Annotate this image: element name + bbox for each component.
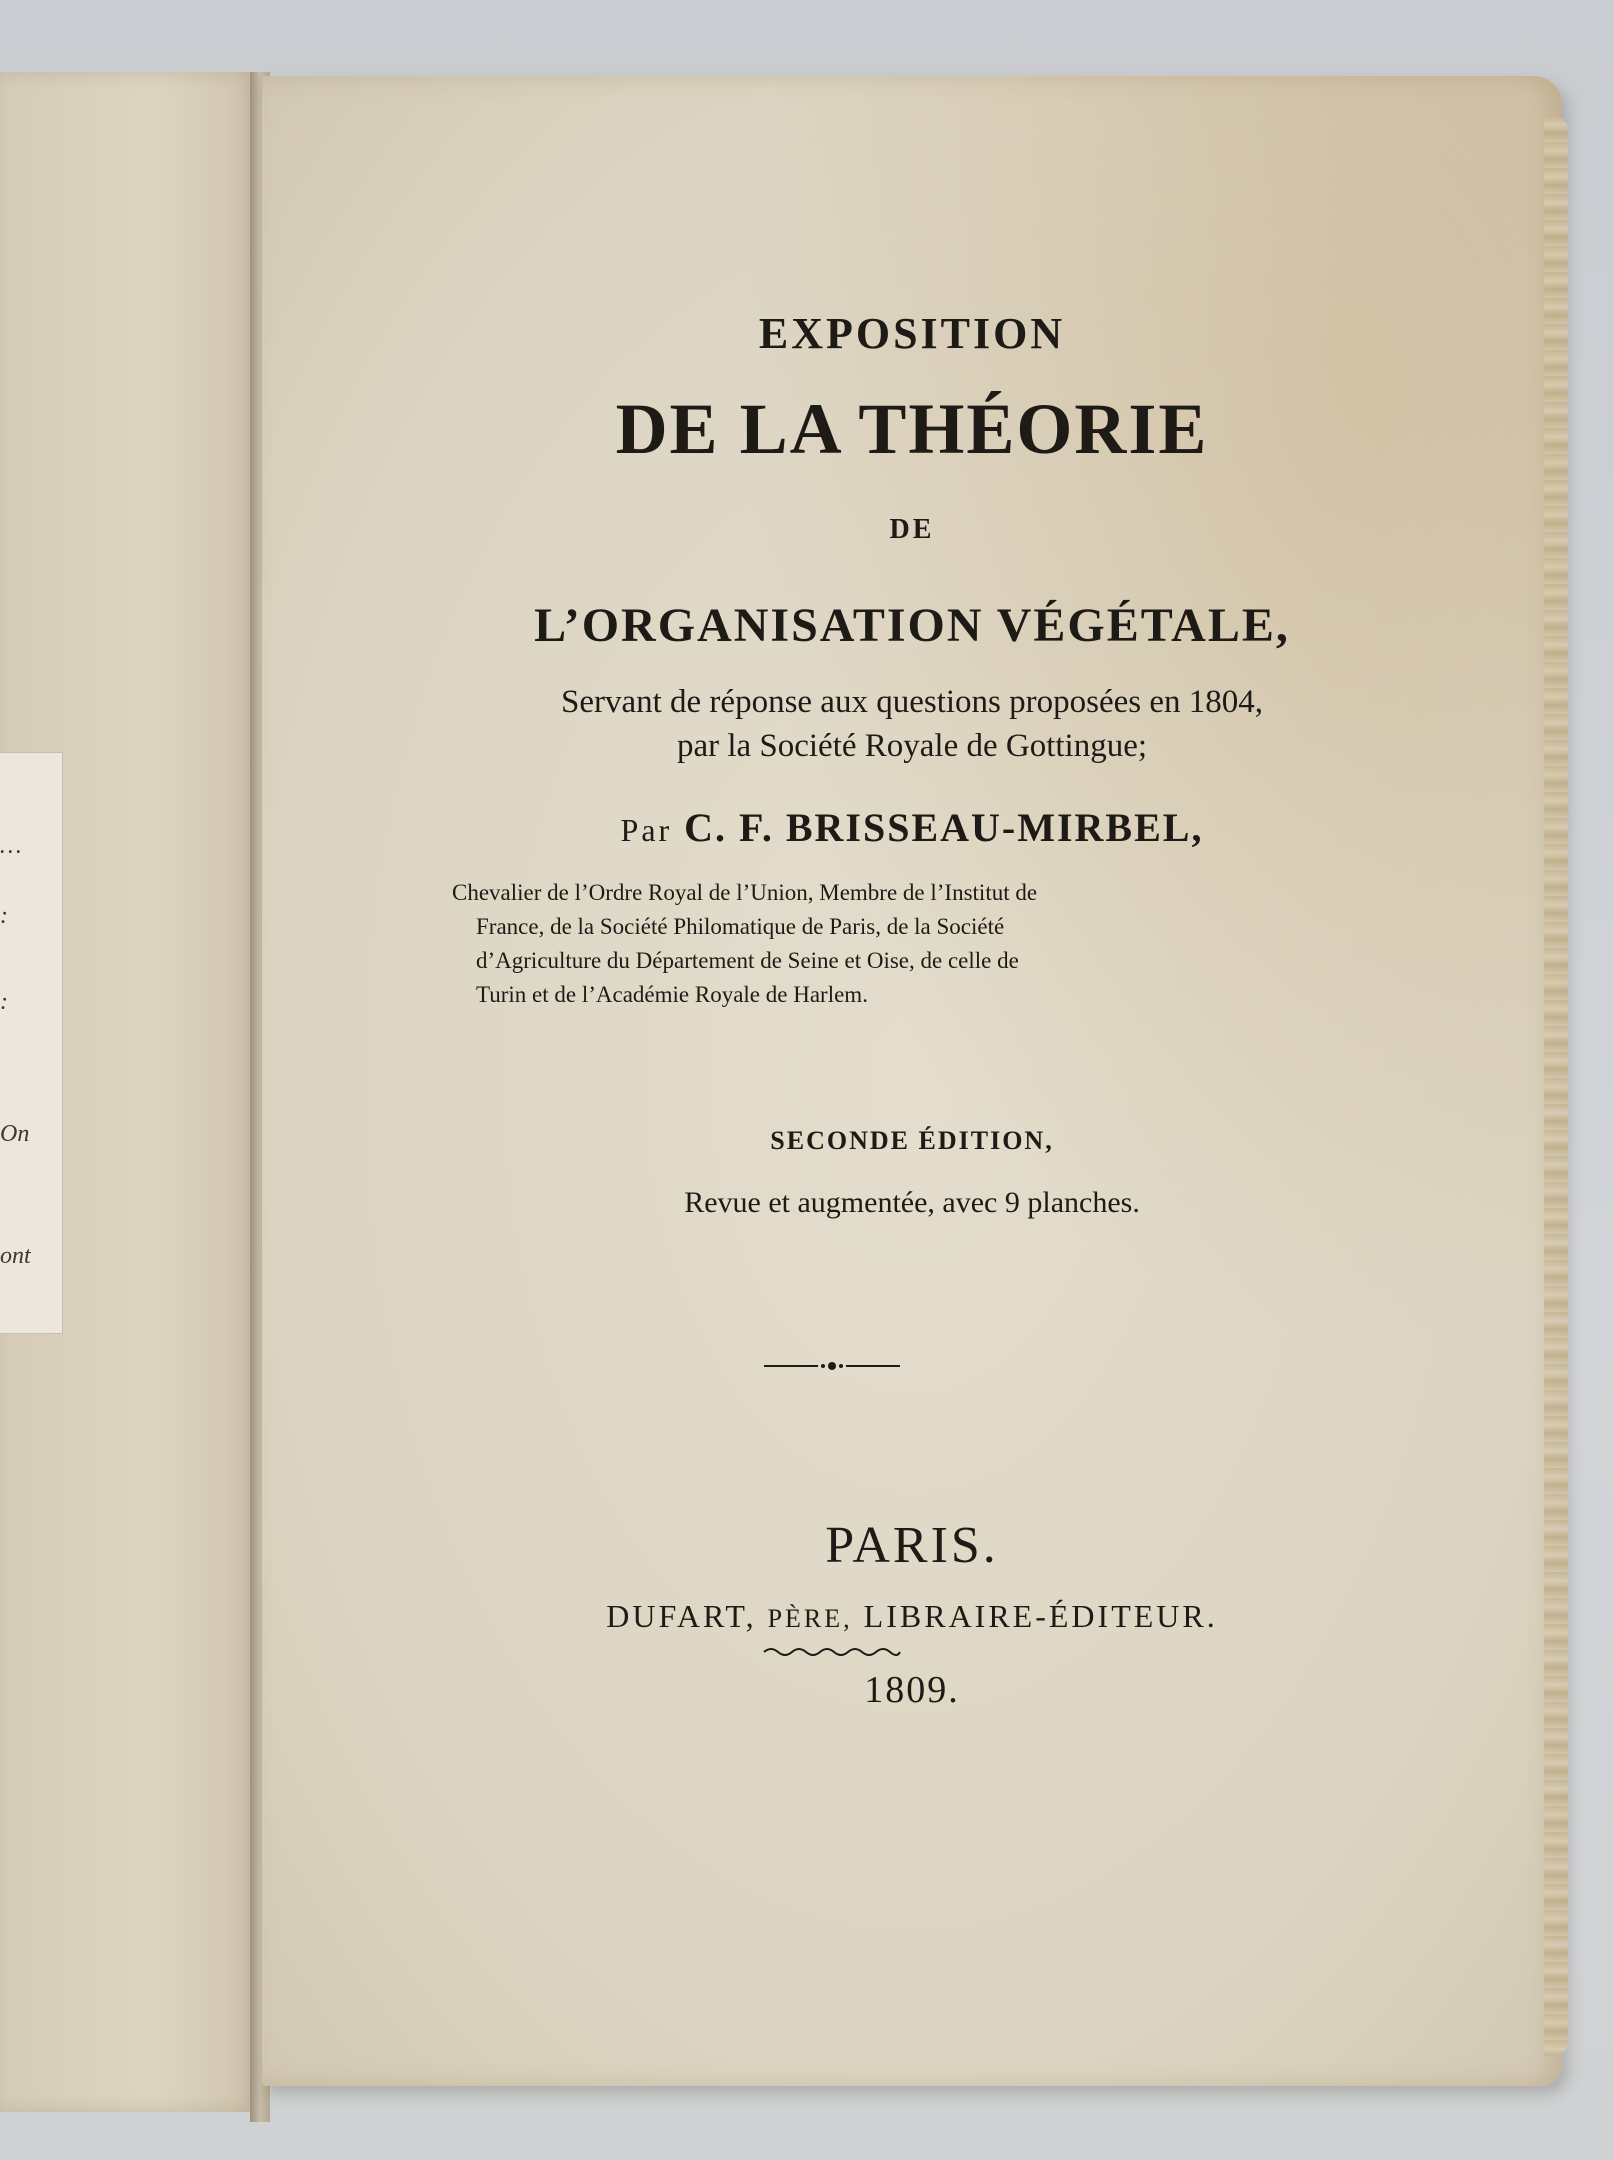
slip-fragment: : [0,903,8,929]
slip-fragment: ont [0,1243,31,1269]
revision-statement: Revue et augmentée, avec 9 planches. [684,1186,1140,1219]
slip-fragment: … [0,833,22,859]
left-page [0,72,260,2112]
author-line [262,804,1562,851]
slip-fragment: On [0,1121,30,1147]
title-de: DE [889,514,935,545]
title-exposition: EXPOSITION [758,309,1066,358]
imprint-publisher [262,1598,1562,1635]
tipped-slip [0,752,63,1334]
publisher-pere: PÈRE, [767,1604,853,1633]
slip-fragment: : [0,989,8,1015]
wavy-rule [762,1644,902,1660]
author-name: C. F. BRISSEAU-MIRBEL, [684,805,1204,850]
credentials-line: d’Agriculture du Département de Seine et Oise, de celle de [476,948,1019,973]
credentials-line: Turin et de l’Académie Royale de Harlem. [476,982,868,1007]
publisher-role: LIBRAIRE-ÉDITEUR. [863,1598,1218,1634]
imprint-city: PARIS. [825,1517,999,1574]
ornament-rule [762,1356,902,1376]
edition-statement: SECONDE ÉDITION, [770,1126,1054,1155]
subtitle-line-1: Servant de réponse aux questions proposées en 1804, [560,684,1263,720]
publisher-name: DUFART, [606,1598,757,1634]
author-credentials [452,876,1172,1012]
imprint-year: 1809. [864,1669,960,1711]
title-main: DE LA THÉORIE [615,389,1209,469]
subtitle-line-2: par la Société Royale de Gottingue; [676,728,1148,764]
credentials-line: France, de la Société Philomatique de Paris, de la Société [476,914,1005,939]
title-subject: L’ORGANISATION VÉGÉTALE, [534,599,1290,652]
credentials-line: Chevalier de l’Ordre Royal de l’Union, Membre de l’Institut de [452,880,1038,905]
title-page [262,76,1562,2086]
author-prefix: Par [620,812,673,848]
